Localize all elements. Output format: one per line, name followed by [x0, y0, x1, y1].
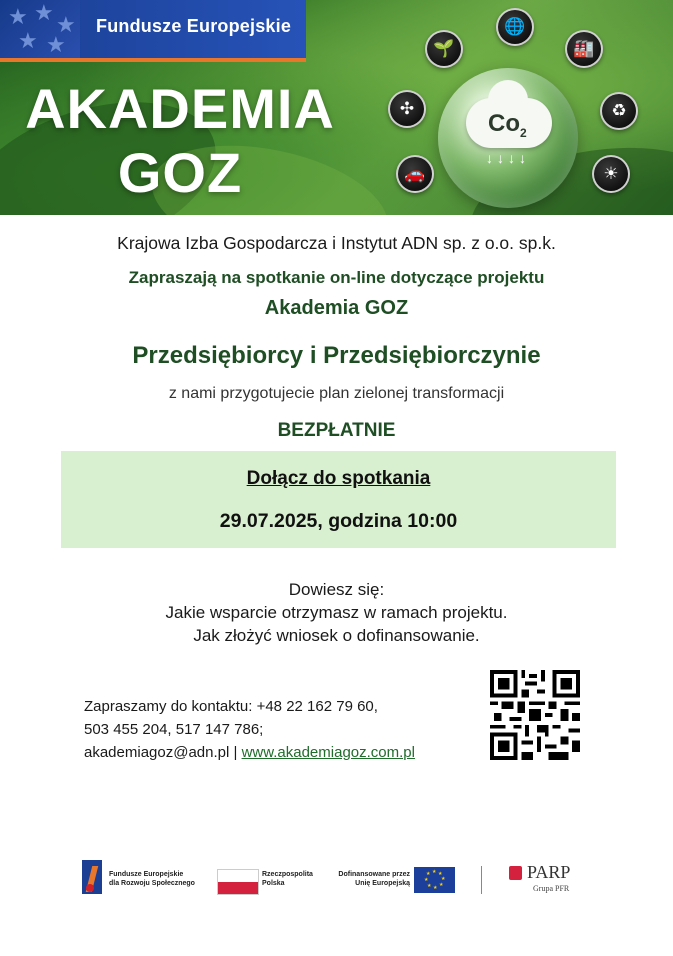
fe-flag-icon — [82, 860, 102, 894]
eu-stars-icon: ★ ★ ★ ★ ★ — [0, 0, 80, 58]
hero-title-line2: GOZ — [117, 141, 243, 204]
website-link[interactable]: www.akademiagoz.com.pl — [241, 744, 415, 761]
project-name: Akademia GOZ — [264, 297, 409, 319]
funding-badge-label: Fundusze Europejskie — [96, 16, 292, 36]
funding-badge — [0, 0, 306, 58]
co2-subscript: 2 — [520, 125, 527, 140]
rp-logo-line1: Rzeczpospolita — [262, 871, 313, 878]
eu-logo-text — [334, 870, 410, 888]
wind-turbine-icon: ✣ — [388, 90, 426, 128]
free-label: BEZPŁATNIE — [277, 420, 396, 441]
parp-logo-group: Grupa PFR — [533, 884, 570, 893]
eu-flag-icon: ★ ★ ★ ★ ★ ★ ★ ★ — [414, 867, 455, 893]
fe-logo-text — [109, 870, 195, 888]
contact-block — [84, 695, 415, 764]
plant-hand-icon: 🌱 — [425, 30, 463, 68]
globe-icon: 🌐 — [496, 8, 534, 46]
electric-car-icon: 🚗 — [396, 155, 434, 193]
tagline-text: z nami przygotujecie plan zielonej transformacji — [168, 385, 505, 402]
funding-badge-underline — [0, 58, 306, 62]
audience-heading: Przedsiębiorcy i Przedsiębiorczynie — [132, 342, 541, 369]
contact-phone-line1: Zapraszamy do kontaktu: +48 22 162 79 60, — [84, 698, 378, 715]
join-meeting-link[interactable]: Dołącz do spotkania — [246, 468, 431, 489]
contact-separator: | — [229, 744, 242, 761]
rp-logo-text — [262, 870, 313, 888]
poland-flag-icon — [217, 869, 259, 895]
contact-email[interactable]: akademiagoz@adn.pl — [84, 744, 230, 761]
benefits-intro: Dowiesz się: — [288, 580, 385, 599]
meeting-box — [61, 451, 616, 548]
co2-label — [488, 110, 527, 140]
rp-logo-line2: Polska — [262, 880, 285, 887]
hero-banner — [0, 0, 673, 215]
solar-panel-icon: ☀ — [592, 155, 630, 193]
hero-title-line1: AKADEMIA — [25, 77, 335, 140]
contact-phone-line2: 503 455 204, 517 147 786; — [84, 721, 264, 738]
eu-logo-line1: Dofinansowane przez — [338, 871, 410, 878]
fe-logo-line2: dla Rozwoju Społecznego — [109, 880, 195, 887]
qr-code-icon[interactable] — [489, 670, 581, 760]
benefit-item: Jakie wsparcie otrzymasz w ramach projektu. — [165, 603, 508, 622]
parp-logo-name: PARP — [527, 862, 571, 882]
parp-logo-icon — [509, 866, 522, 880]
fe-logo — [82, 858, 232, 898]
invite-text: Zapraszają na spotkanie on-line dotyczące projektu — [128, 268, 545, 287]
factory-icon: 🏭 — [565, 30, 603, 68]
contact-online — [84, 741, 415, 764]
footer-divider — [481, 866, 482, 894]
down-arrows-icon: ↓↓↓↓ — [486, 150, 530, 166]
benefit-item: Jak złożyć wniosek o dofinansowanie. — [193, 626, 480, 645]
recycle-icon: ♻ — [600, 92, 638, 130]
eu-logo-line2: Unię Europejską — [355, 880, 410, 887]
meeting-date: 29.07.2025, godzina 10:00 — [219, 510, 458, 532]
fe-logo-line1: Fundusze Europejskie — [109, 871, 184, 878]
benefits-list — [0, 578, 673, 647]
organizers-text: Krajowa Izba Gospodarcza i Instytut ADN sp. z o.o. sp.k. — [117, 233, 556, 253]
co2-text: Co — [488, 110, 520, 137]
